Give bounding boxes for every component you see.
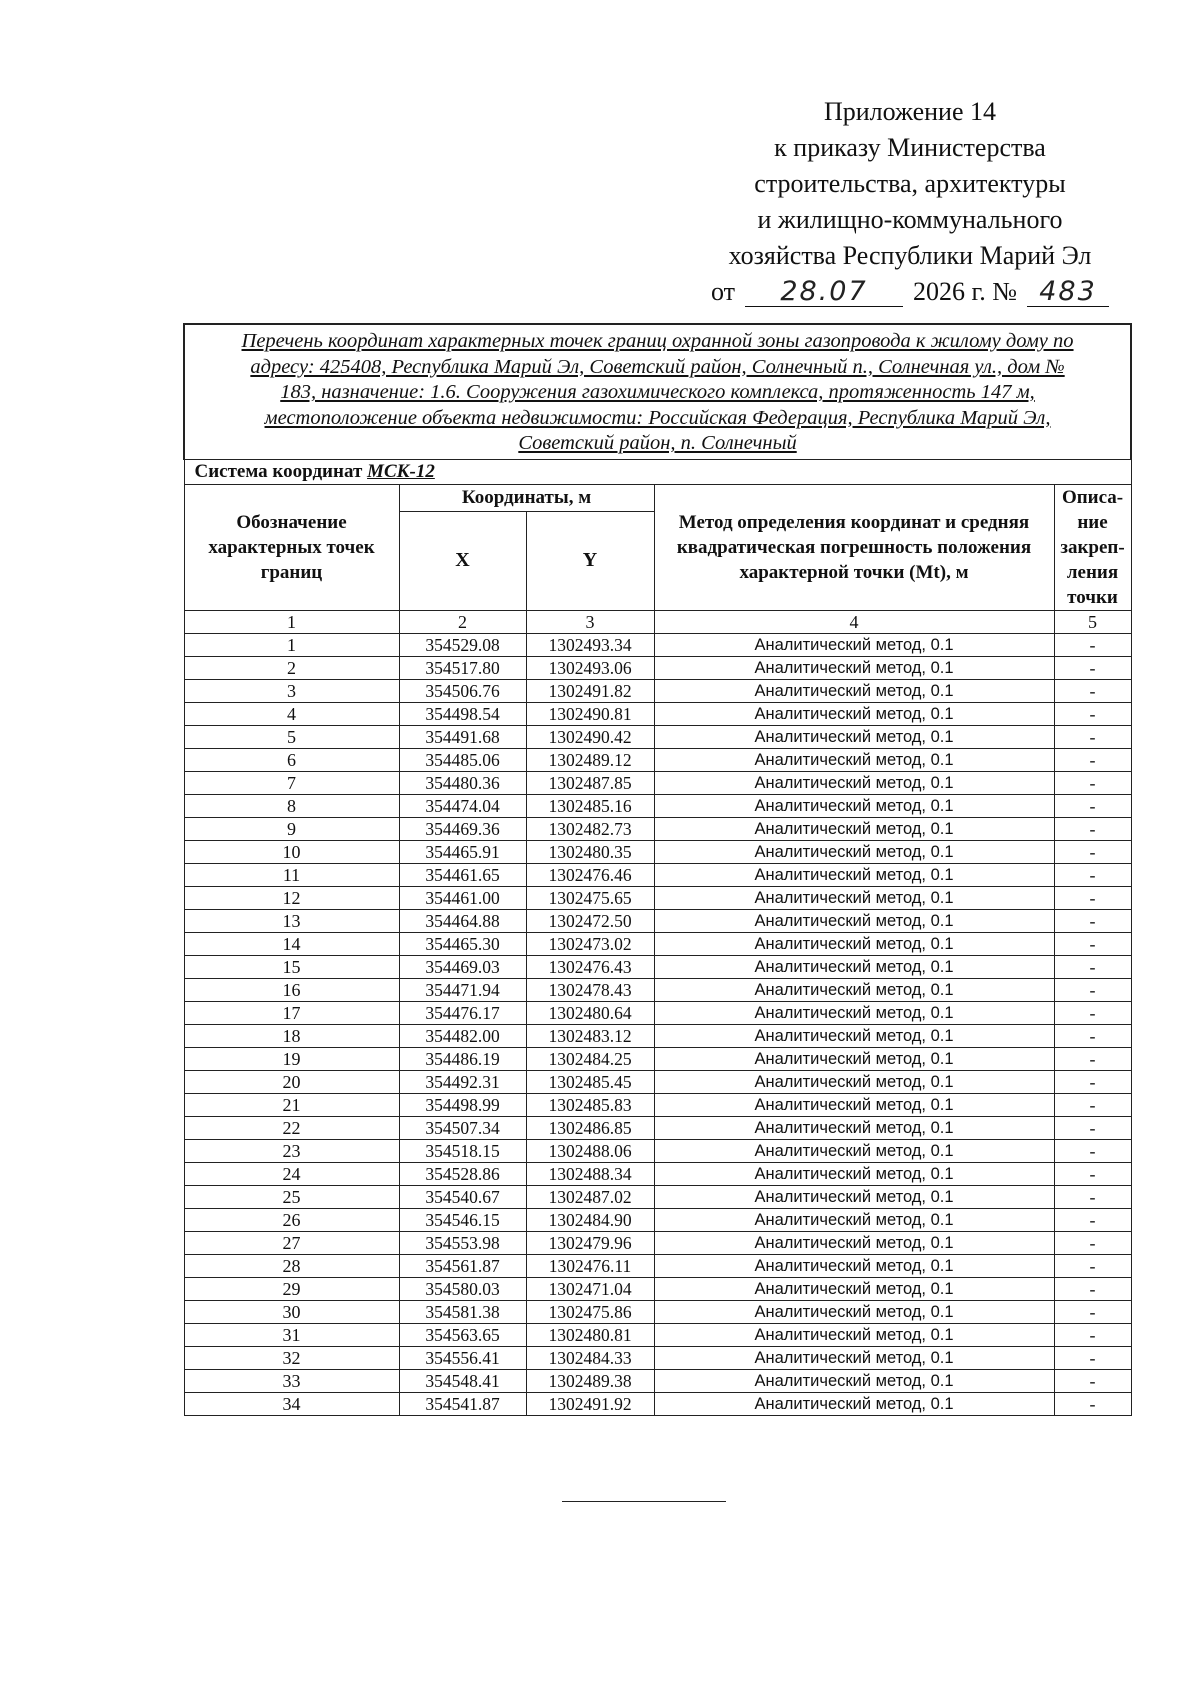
y-coordinate-cell: 1302478.43 [526, 978, 654, 1001]
method-cell: Аналитический метод, 0.1 [654, 840, 1054, 863]
description-cell: - [1054, 702, 1131, 725]
year-text: 2026 г. № [912, 277, 1018, 306]
column-number: 1 [184, 610, 399, 633]
point-number-cell: 19 [184, 1047, 399, 1070]
description-cell: - [1054, 886, 1131, 909]
description-cell: - [1054, 817, 1131, 840]
x-coordinate-cell: 354465.91 [399, 840, 526, 863]
x-coordinate-cell: 354506.76 [399, 679, 526, 702]
handwritten-date: 28.07 [745, 278, 903, 307]
y-coordinate-cell: 1302493.34 [526, 633, 654, 656]
y-coordinate-cell: 1302487.02 [526, 1185, 654, 1208]
x-coordinate-cell: 354563.65 [399, 1323, 526, 1346]
x-coordinate-cell: 354486.19 [399, 1047, 526, 1070]
point-number-cell: 23 [184, 1139, 399, 1162]
point-number-cell: 22 [184, 1116, 399, 1139]
table-row [184, 1024, 1131, 1047]
y-coordinate-cell: 1302476.43 [526, 955, 654, 978]
table-title-line: адресу: 425408, Республика Марий Эл, Советский район, Солнечный п., Солнечная ул., дом № [250, 355, 1065, 378]
method-cell: Аналитический метод, 0.1 [654, 1208, 1054, 1231]
x-coordinate-cell: 354556.41 [399, 1346, 526, 1369]
point-number-cell: 16 [184, 978, 399, 1001]
method-cell: Аналитический метод, 0.1 [654, 1185, 1054, 1208]
header-date-line [690, 274, 1130, 310]
x-coordinate-cell: 354471.94 [399, 978, 526, 1001]
point-number-cell: 5 [184, 725, 399, 748]
x-coordinate-cell: 354561.87 [399, 1254, 526, 1277]
header-designation: Обозначение характерных точек границ [184, 484, 399, 610]
description-cell: - [1054, 1139, 1131, 1162]
description-cell: - [1054, 1185, 1131, 1208]
method-cell: Аналитический метод, 0.1 [654, 633, 1054, 656]
x-coordinate-cell: 354485.06 [399, 748, 526, 771]
method-cell: Аналитический метод, 0.1 [654, 978, 1054, 1001]
method-cell: Аналитический метод, 0.1 [654, 656, 1054, 679]
table-row [184, 1139, 1131, 1162]
header-method: Метод определения координат и средняя квадратическая погрешность положения характерной точки (Mt), м [654, 484, 1054, 610]
method-cell: Аналитический метод, 0.1 [654, 955, 1054, 978]
y-coordinate-cell: 1302489.38 [526, 1369, 654, 1392]
table-title-line: Перечень координат характерных точек границ охранной зоны газопровода к жилому дому по [241, 330, 1074, 352]
point-number-cell: 9 [184, 817, 399, 840]
table-row [184, 1070, 1131, 1093]
method-cell: Аналитический метод, 0.1 [654, 1024, 1054, 1047]
y-coordinate-cell: 1302493.06 [526, 656, 654, 679]
header-line-1: Приложение 14 [823, 97, 997, 126]
x-coordinate-cell: 354553.98 [399, 1231, 526, 1254]
x-coordinate-cell: 354528.86 [399, 1162, 526, 1185]
y-coordinate-cell: 1302483.12 [526, 1024, 654, 1047]
method-cell: Аналитический метод, 0.1 [654, 1323, 1054, 1346]
table-row [184, 817, 1131, 840]
point-number-cell: 21 [184, 1093, 399, 1116]
y-coordinate-cell: 1302473.02 [526, 932, 654, 955]
method-cell: Аналитический метод, 0.1 [654, 1070, 1054, 1093]
table-row [184, 1231, 1131, 1254]
method-cell: Аналитический метод, 0.1 [654, 1162, 1054, 1185]
point-number-cell: 26 [184, 1208, 399, 1231]
table-row [184, 1116, 1131, 1139]
table-row [184, 932, 1131, 955]
description-cell: - [1054, 1392, 1131, 1415]
x-coordinate-cell: 354581.38 [399, 1300, 526, 1323]
column-number: 2 [399, 610, 526, 633]
x-coordinate-cell: 354580.03 [399, 1277, 526, 1300]
point-number-cell: 32 [184, 1346, 399, 1369]
description-cell: - [1054, 955, 1131, 978]
point-number-cell: 3 [184, 679, 399, 702]
y-coordinate-cell: 1302485.16 [526, 794, 654, 817]
y-coordinate-cell: 1302472.50 [526, 909, 654, 932]
x-coordinate-cell: 354480.36 [399, 771, 526, 794]
table-row [184, 1208, 1131, 1231]
description-cell: - [1054, 771, 1131, 794]
x-coordinate-cell: 354498.54 [399, 702, 526, 725]
y-coordinate-cell: 1302486.85 [526, 1116, 654, 1139]
column-number-row [184, 610, 1131, 633]
x-coordinate-cell: 354517.80 [399, 656, 526, 679]
method-cell: Аналитический метод, 0.1 [654, 1346, 1054, 1369]
description-cell: - [1054, 1024, 1131, 1047]
description-cell: - [1054, 633, 1131, 656]
table-row [184, 909, 1131, 932]
x-coordinate-cell: 354464.88 [399, 909, 526, 932]
header-line-4: и жилищно-коммунального [757, 205, 1063, 234]
point-number-cell: 6 [184, 748, 399, 771]
y-coordinate-cell: 1302484.25 [526, 1047, 654, 1070]
y-coordinate-cell: 1302485.83 [526, 1093, 654, 1116]
x-coordinate-cell: 354540.67 [399, 1185, 526, 1208]
point-number-cell: 25 [184, 1185, 399, 1208]
table-row [184, 725, 1131, 748]
description-cell: - [1054, 932, 1131, 955]
table-row [184, 1162, 1131, 1185]
x-coordinate-cell: 354474.04 [399, 794, 526, 817]
description-cell: - [1054, 679, 1131, 702]
table-title-line: 183, назначение: 1.6. Сооружения газохимического комплекса, протяженность 147 м, [280, 381, 1035, 403]
x-coordinate-cell: 354469.36 [399, 817, 526, 840]
table-title-line: Советский район, п. Солнечный [518, 432, 797, 454]
table-row [184, 702, 1131, 725]
description-cell: - [1054, 863, 1131, 886]
appendix-header [690, 94, 1130, 310]
method-cell: Аналитический метод, 0.1 [654, 1001, 1054, 1024]
point-number-cell: 28 [184, 1254, 399, 1277]
method-cell: Аналитический метод, 0.1 [654, 909, 1054, 932]
y-coordinate-cell: 1302485.45 [526, 1070, 654, 1093]
point-number-cell: 17 [184, 1001, 399, 1024]
method-cell: Аналитический метод, 0.1 [654, 1300, 1054, 1323]
description-cell: - [1054, 840, 1131, 863]
method-cell: Аналитический метод, 0.1 [654, 1254, 1054, 1277]
x-coordinate-cell: 354461.65 [399, 863, 526, 886]
table-row [184, 748, 1131, 771]
x-coordinate-cell: 354492.31 [399, 1070, 526, 1093]
point-number-cell: 7 [184, 771, 399, 794]
description-cell: - [1054, 1346, 1131, 1369]
column-number: 5 [1054, 610, 1131, 633]
point-number-cell: 29 [184, 1277, 399, 1300]
method-cell: Аналитический метод, 0.1 [654, 932, 1054, 955]
y-coordinate-cell: 1302484.90 [526, 1208, 654, 1231]
table-row [184, 1001, 1131, 1024]
y-coordinate-cell: 1302490.81 [526, 702, 654, 725]
header-y: Y [526, 511, 654, 610]
description-cell: - [1054, 725, 1131, 748]
table-title-line: местоположение объекта недвижимости: Российская Федерация, Республика Марий Эл, [264, 406, 1051, 429]
table-row [184, 794, 1131, 817]
description-cell: - [1054, 1047, 1131, 1070]
point-number-cell: 27 [184, 1231, 399, 1254]
table-row [184, 1277, 1131, 1300]
point-number-cell: 24 [184, 1162, 399, 1185]
description-cell: - [1054, 1070, 1131, 1093]
table-row [184, 1093, 1131, 1116]
method-cell: Аналитический метод, 0.1 [654, 1047, 1054, 1070]
table-title [184, 324, 1131, 459]
table-row [184, 863, 1131, 886]
y-coordinate-cell: 1302480.81 [526, 1323, 654, 1346]
table-row [184, 633, 1131, 656]
date-prefix: от [710, 277, 735, 306]
method-cell: Аналитический метод, 0.1 [654, 679, 1054, 702]
table-row [184, 840, 1131, 863]
method-cell: Аналитический метод, 0.1 [654, 1231, 1054, 1254]
method-cell: Аналитический метод, 0.1 [654, 863, 1054, 886]
x-coordinate-cell: 354476.17 [399, 1001, 526, 1024]
x-coordinate-cell: 354469.03 [399, 955, 526, 978]
table-row [184, 1047, 1131, 1070]
description-cell: - [1054, 1369, 1131, 1392]
point-number-cell: 11 [184, 863, 399, 886]
x-coordinate-cell: 354491.68 [399, 725, 526, 748]
description-cell: - [1054, 1277, 1131, 1300]
method-cell: Аналитический метод, 0.1 [654, 1116, 1054, 1139]
description-cell: - [1054, 1116, 1131, 1139]
table-row [184, 679, 1131, 702]
point-number-cell: 8 [184, 794, 399, 817]
table-row [184, 1300, 1131, 1323]
description-cell: - [1054, 1162, 1131, 1185]
description-cell: - [1054, 748, 1131, 771]
column-number: 3 [526, 610, 654, 633]
description-cell: - [1054, 978, 1131, 1001]
method-cell: Аналитический метод, 0.1 [654, 1139, 1054, 1162]
description-cell: - [1054, 909, 1131, 932]
y-coordinate-cell: 1302484.33 [526, 1346, 654, 1369]
y-coordinate-cell: 1302480.35 [526, 840, 654, 863]
x-coordinate-cell: 354541.87 [399, 1392, 526, 1415]
table-row [184, 771, 1131, 794]
table-row [184, 1346, 1131, 1369]
y-coordinate-cell: 1302480.64 [526, 1001, 654, 1024]
header-coordinates: Координаты, м [399, 484, 654, 511]
table-row [184, 1323, 1131, 1346]
table-row [184, 978, 1131, 1001]
description-cell: - [1054, 1300, 1131, 1323]
header-x: X [399, 511, 526, 610]
method-cell: Аналитический метод, 0.1 [654, 725, 1054, 748]
description-cell: - [1054, 1323, 1131, 1346]
header-description: Описа-ние закреп-ления точки [1054, 484, 1131, 610]
point-number-cell: 12 [184, 886, 399, 909]
point-number-cell: 33 [184, 1369, 399, 1392]
x-coordinate-cell: 354518.15 [399, 1139, 526, 1162]
handwritten-order-number: 483 [1027, 278, 1109, 307]
y-coordinate-cell: 1302490.42 [526, 725, 654, 748]
point-number-cell: 4 [184, 702, 399, 725]
method-cell: Аналитический метод, 0.1 [654, 1093, 1054, 1116]
description-cell: - [1054, 1208, 1131, 1231]
description-cell: - [1054, 1093, 1131, 1116]
point-number-cell: 10 [184, 840, 399, 863]
method-cell: Аналитический метод, 0.1 [654, 1277, 1054, 1300]
y-coordinate-cell: 1302476.11 [526, 1254, 654, 1277]
table-row [184, 656, 1131, 679]
header-line-5: хозяйства Республики Марий Эл [728, 241, 1092, 270]
method-cell: Аналитический метод, 0.1 [654, 702, 1054, 725]
x-coordinate-cell: 354529.08 [399, 633, 526, 656]
x-coordinate-cell: 354461.00 [399, 886, 526, 909]
method-cell: Аналитический метод, 0.1 [654, 748, 1054, 771]
method-cell: Аналитический метод, 0.1 [654, 817, 1054, 840]
y-coordinate-cell: 1302471.04 [526, 1277, 654, 1300]
coordinates-table [183, 323, 1132, 1416]
description-cell: - [1054, 656, 1131, 679]
x-coordinate-cell: 354498.99 [399, 1093, 526, 1116]
point-number-cell: 14 [184, 932, 399, 955]
method-cell: Аналитический метод, 0.1 [654, 1392, 1054, 1415]
y-coordinate-cell: 1302489.12 [526, 748, 654, 771]
point-number-cell: 1 [184, 633, 399, 656]
x-coordinate-cell: 354546.15 [399, 1208, 526, 1231]
y-coordinate-cell: 1302488.06 [526, 1139, 654, 1162]
point-number-cell: 20 [184, 1070, 399, 1093]
y-coordinate-cell: 1302475.86 [526, 1300, 654, 1323]
y-coordinate-cell: 1302488.34 [526, 1162, 654, 1185]
point-number-cell: 18 [184, 1024, 399, 1047]
table-row [184, 1254, 1131, 1277]
description-cell: - [1054, 1254, 1131, 1277]
point-number-cell: 31 [184, 1323, 399, 1346]
method-cell: Аналитический метод, 0.1 [654, 886, 1054, 909]
y-coordinate-cell: 1302491.82 [526, 679, 654, 702]
point-number-cell: 15 [184, 955, 399, 978]
x-coordinate-cell: 354482.00 [399, 1024, 526, 1047]
y-coordinate-cell: 1302475.65 [526, 886, 654, 909]
y-coordinate-cell: 1302482.73 [526, 817, 654, 840]
x-coordinate-cell: 354548.41 [399, 1369, 526, 1392]
table-row [184, 1369, 1131, 1392]
header-line-2: к приказу Министерства [774, 133, 1046, 162]
method-cell: Аналитический метод, 0.1 [654, 794, 1054, 817]
table-row [184, 955, 1131, 978]
header-line-3: строительства, архитектуры [754, 169, 1066, 198]
point-number-cell: 13 [184, 909, 399, 932]
y-coordinate-cell: 1302487.85 [526, 771, 654, 794]
coordinate-system-label: Система координат [194, 460, 363, 482]
description-cell: - [1054, 1001, 1131, 1024]
y-coordinate-cell: 1302479.96 [526, 1231, 654, 1254]
end-divider [562, 1501, 726, 1502]
table-row [184, 1185, 1131, 1208]
point-number-cell: 30 [184, 1300, 399, 1323]
method-cell: Аналитический метод, 0.1 [654, 1369, 1054, 1392]
y-coordinate-cell: 1302476.46 [526, 863, 654, 886]
table-row [184, 886, 1131, 909]
column-number: 4 [654, 610, 1054, 633]
coordinate-system-value: МСК-12 [367, 460, 435, 482]
description-cell: - [1054, 794, 1131, 817]
coordinate-system-row [184, 459, 1131, 484]
point-number-cell: 2 [184, 656, 399, 679]
table-row [184, 1392, 1131, 1415]
method-cell: Аналитический метод, 0.1 [654, 771, 1054, 794]
point-number-cell: 34 [184, 1392, 399, 1415]
y-coordinate-cell: 1302491.92 [526, 1392, 654, 1415]
x-coordinate-cell: 354465.30 [399, 932, 526, 955]
x-coordinate-cell: 354507.34 [399, 1116, 526, 1139]
description-cell: - [1054, 1231, 1131, 1254]
